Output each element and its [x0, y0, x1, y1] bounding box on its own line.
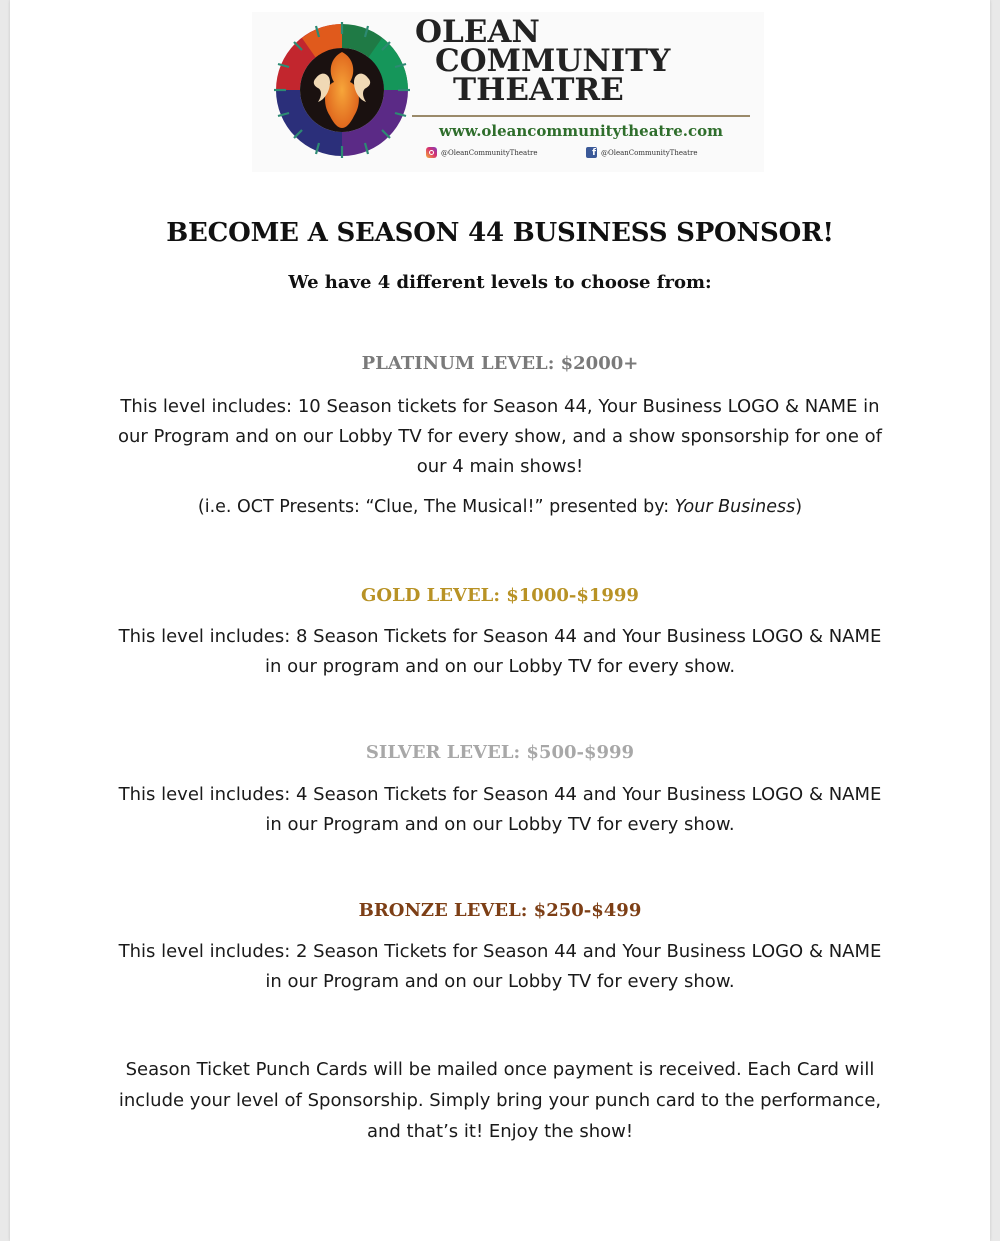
org-name-line-1: OLEAN [415, 14, 540, 50]
page-subheadline: We have 4 different levels to choose from: [288, 272, 712, 293]
org-name-line-2: COMMUNITY [435, 43, 671, 79]
theatre-masks-sunburst-icon [272, 20, 412, 160]
social-handles [420, 145, 740, 163]
instagram-icon [426, 147, 437, 158]
facebook-handle-group [586, 147, 697, 158]
logo-header [252, 12, 764, 172]
logo-divider [412, 115, 750, 117]
page-headline: BECOME A SEASON 44 BUSINESS SPONSOR! [166, 218, 834, 248]
website-url: www.oleancommunitytheatre.com [438, 122, 724, 140]
gold-level-title: GOLD LEVEL: $1000-$1999 [361, 585, 639, 606]
platinum-level-description: This level includes: 10 Season tickets for Season 44, Your Business LOGO & NAME in our Program and on our Lobby TV for every show, and a show sponsorship for one of our 4 main shows! [117, 396, 883, 477]
instagram-handle-group [426, 147, 537, 158]
flyer-page [10, 0, 990, 1241]
instagram-handle: @OleanCommunityTheatre [441, 148, 538, 157]
org-name-line-3: THEATRE [453, 72, 624, 108]
platinum-level-example [110, 497, 890, 517]
example-suffix: ) [795, 497, 803, 517]
bronze-level-title: BRONZE LEVEL: $250-$499 [358, 900, 642, 921]
punch-card-note: Season Ticket Punch Cards will be mailed once payment is received. Each Card will include your level of Sponsorship. Simply bring your punch card to the performance, and that’s it! Enjoy the show! [118, 1059, 882, 1142]
gold-level-description: This level includes: 8 Season Tickets for Season 44 and Your Business LOGO & NAME in our program and on our Lobby TV for every show. [118, 626, 882, 677]
bronze-level-description: This level includes: 2 Season Tickets for Season 44 and Your Business LOGO & NAME in our Program and on our Lobby TV for every show. [118, 941, 882, 992]
facebook-icon: f [586, 147, 597, 158]
silver-level-description: This level includes: 4 Season Tickets for Season 44 and Your Business LOGO & NAME in our Program and on our Lobby TV for every show. [118, 784, 882, 835]
silver-level-title: SILVER LEVEL: $500-$999 [365, 742, 635, 763]
platinum-level-title: PLATINUM LEVEL: $2000+ [361, 353, 639, 374]
example-business: Your Business [674, 497, 796, 517]
org-name [415, 14, 745, 108]
example-prefix: (i.e. OCT Presents: “Clue, The Musical!” presented by: [197, 497, 675, 517]
facebook-handle: @OleanCommunityTheatre [601, 148, 698, 157]
